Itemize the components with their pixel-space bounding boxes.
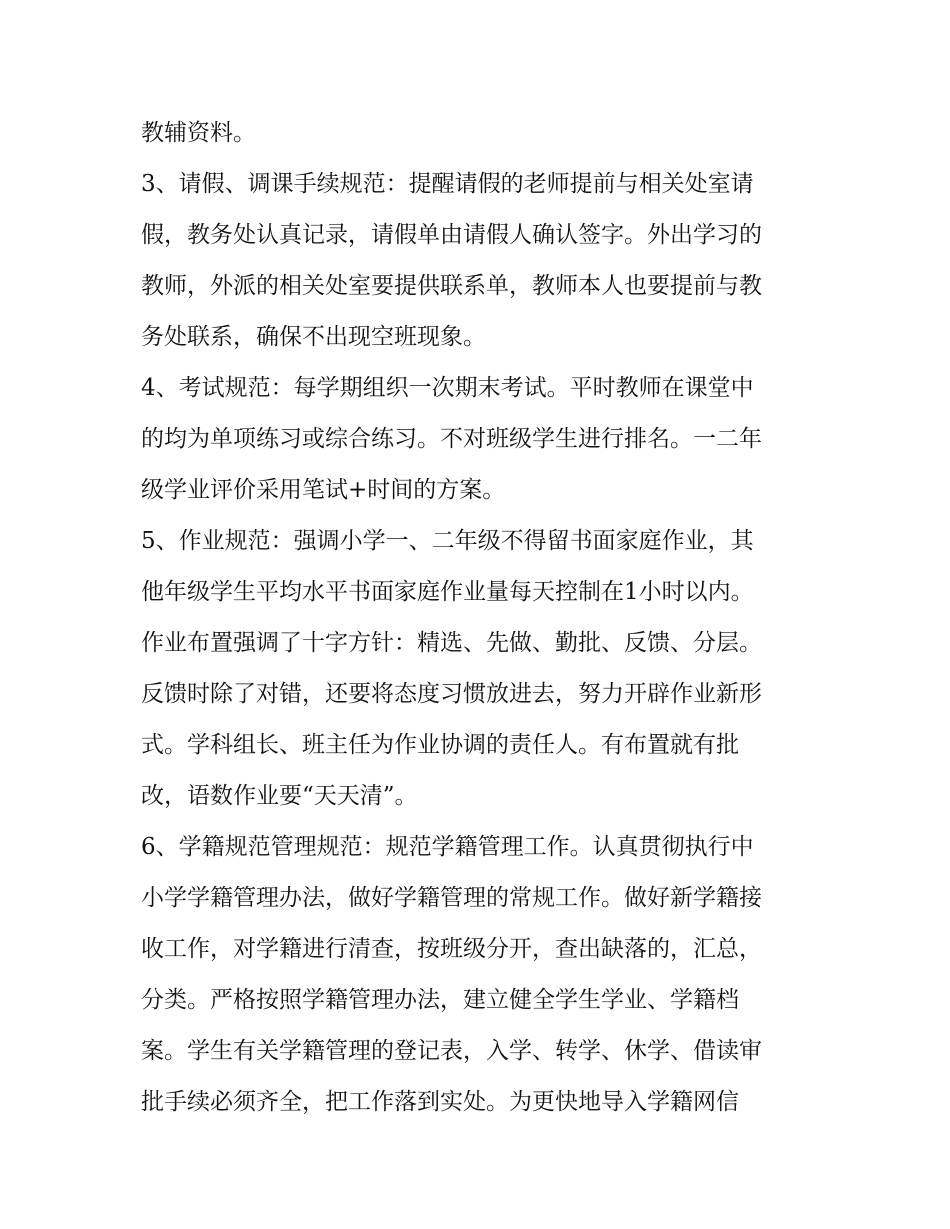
text-line: 假，教务处认真记录，请假单由请假人确认签字。外出学习的 xyxy=(141,222,762,248)
body-text xyxy=(141,108,821,1128)
text-line: 3、请假、调课手续规范：提醒请假的老师提前与相关处室请 xyxy=(141,171,754,197)
text-line: 6、学籍规范管理规范：规范学籍管理工作。认真贯彻执行中 xyxy=(141,834,754,860)
text-line: 他年级学生平均水平书面家庭作业量每天控制在1小时以内。 xyxy=(141,579,754,605)
text-line: 改，语数作业要“天天清”。 xyxy=(141,783,418,809)
text-line: 教师，外派的相关处室要提供联系单，教师本人也要提前与教 xyxy=(141,273,762,299)
text-line: 务处联系，确保不出现空班现象。 xyxy=(141,324,486,350)
text-line: 式。学科组长、班主任为作业协调的责任人。有布置就有批 xyxy=(141,732,739,758)
text-line: 5、作业规范：强调小学一、二年级不得留书面家庭作业，其 xyxy=(141,528,754,554)
text-line: 作业布置强调了十字方针：精选、先做、勤批、反馈、分层。 xyxy=(141,630,762,656)
text-line: 案。学生有关学籍管理的登记表，入学、转学、休学、借读审 xyxy=(141,1038,762,1064)
text-line: 教辅资料。 xyxy=(141,120,256,146)
text-line: 批手续必须齐全，把工作落到实处。为更快地导入学籍网信 xyxy=(141,1089,739,1115)
text-line: 分类。严格按照学籍管理办法，建立健全学生学业、学籍档 xyxy=(141,987,739,1013)
text-line: 反馈时除了对错，还要将态度习惯放进去，努力开辟作业新形 xyxy=(141,681,762,707)
text-line: 收工作，对学籍进行清查，按班级分开，查出缺落的，汇总， xyxy=(141,936,762,962)
text-line: 的均为单项练习或综合练习。不对班级学生进行排名。一二年 xyxy=(141,426,762,452)
text-line: 小学学籍管理办法，做好学籍管理的常规工作。做好新学籍接 xyxy=(141,885,762,911)
text-line: 级学业评价采用笔试+时间的方案。 xyxy=(141,477,506,503)
text-line: 4、考试规范：每学期组织一次期末考试。平时教师在课堂中 xyxy=(141,375,754,401)
